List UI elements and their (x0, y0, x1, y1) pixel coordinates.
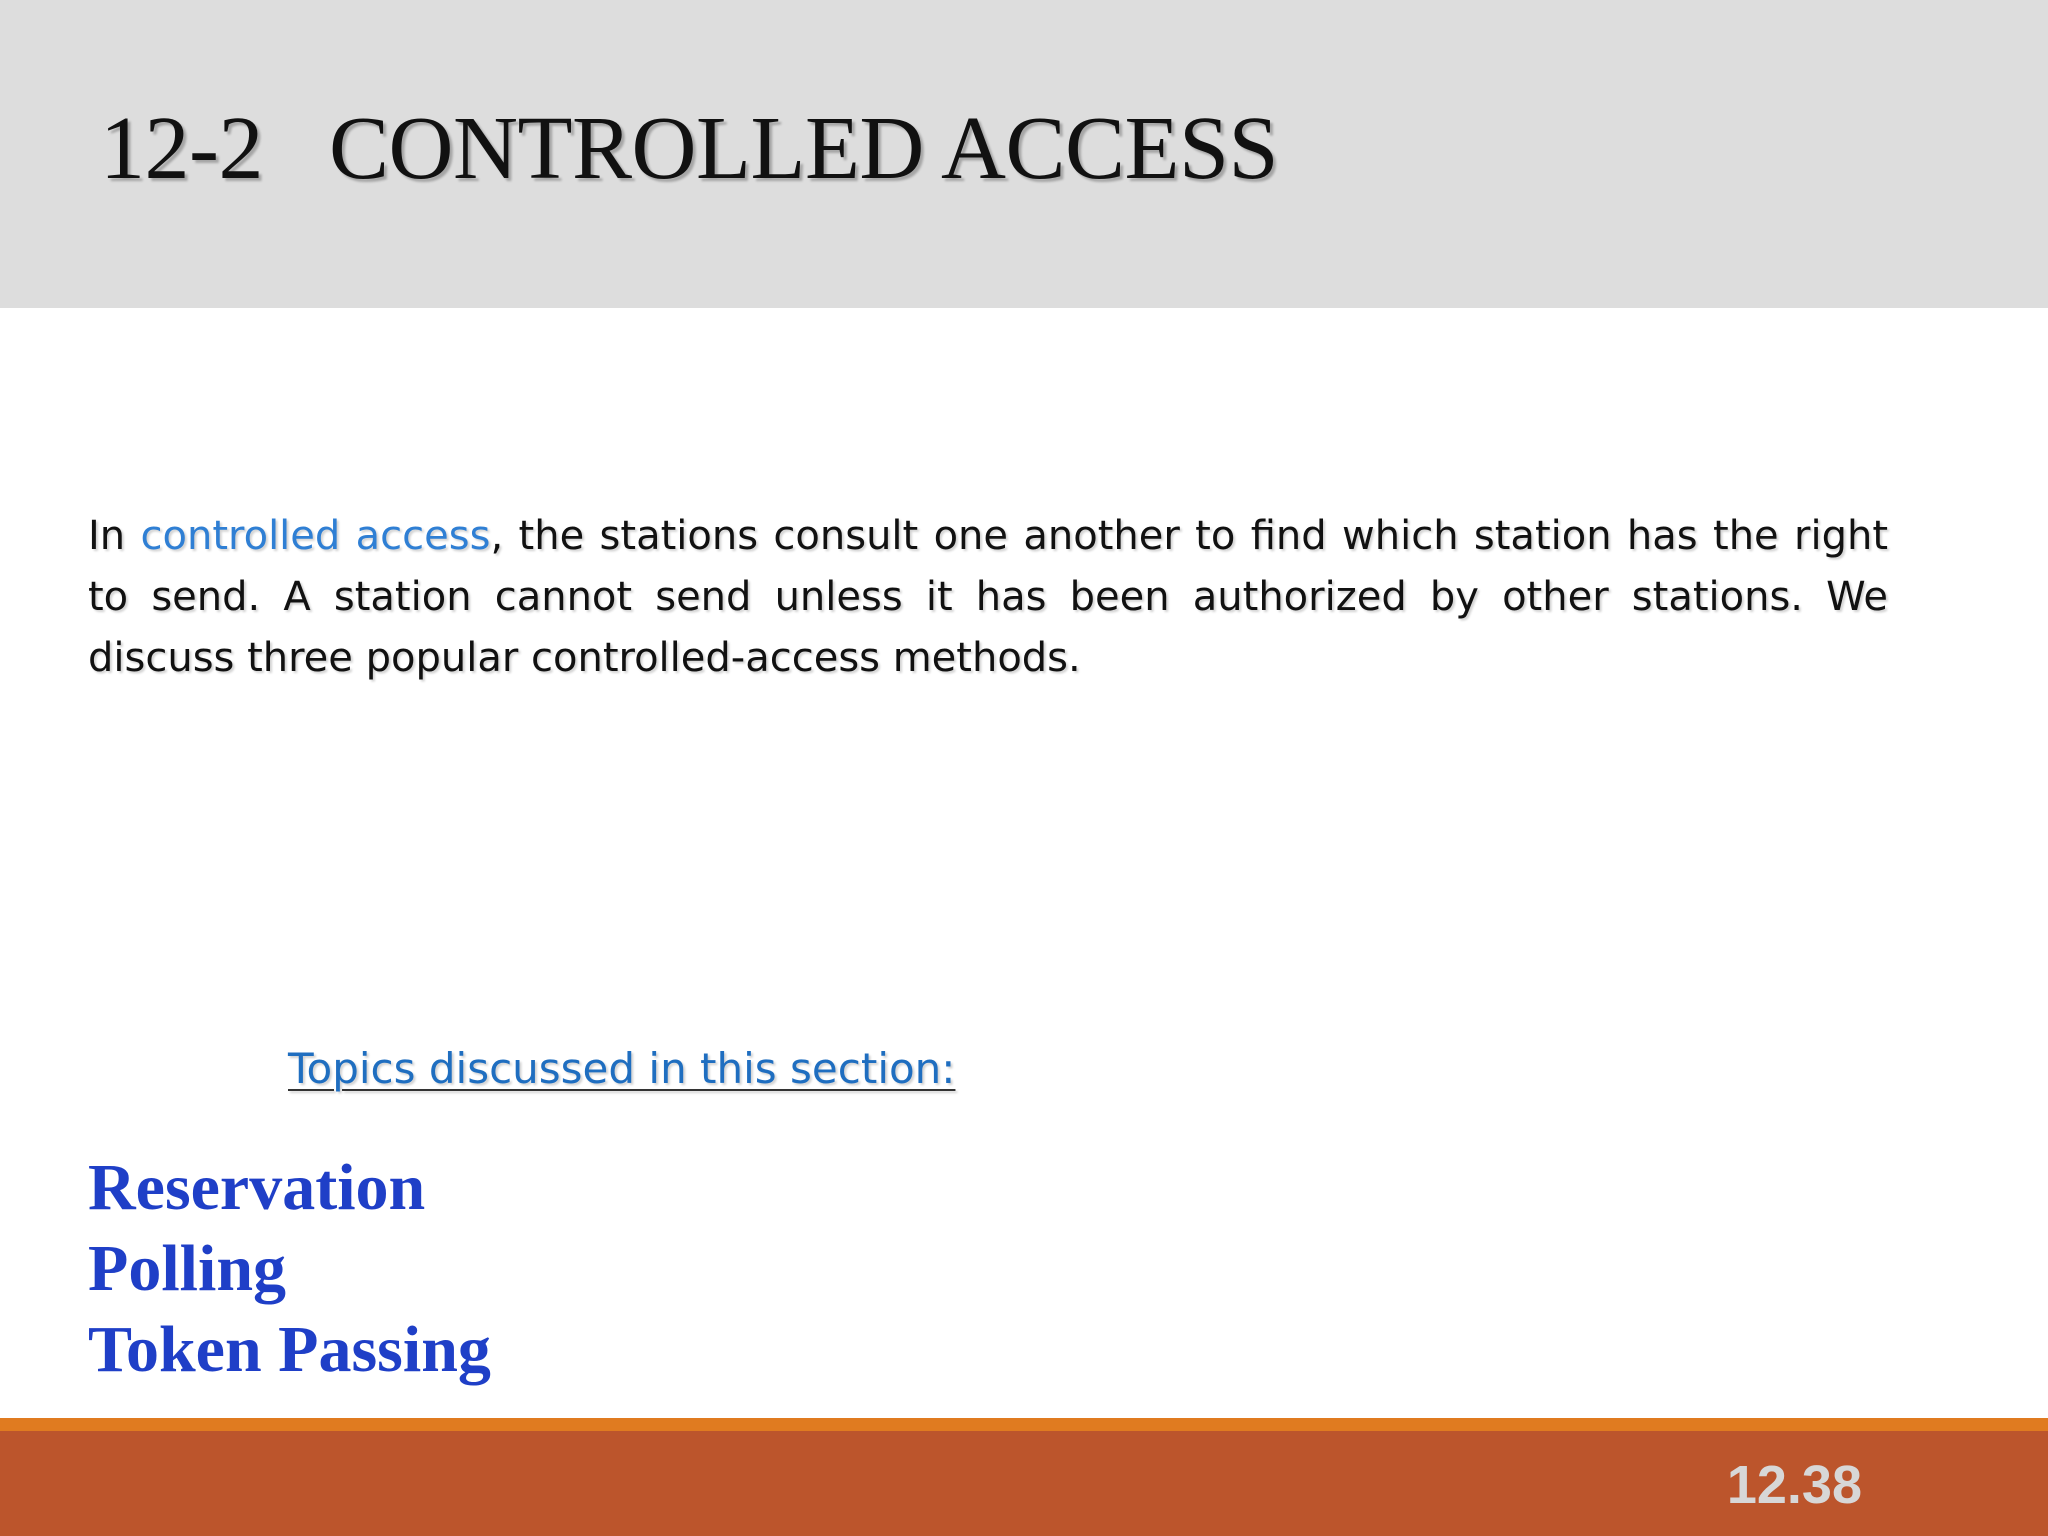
topic-reservation: Reservation (88, 1151, 426, 1224)
controlled-access-term: controlled access (140, 513, 491, 559)
page-number: 12.38 (1726, 1455, 1862, 1515)
topic-polling: Polling (88, 1232, 287, 1305)
intro-before-term: In (88, 513, 141, 559)
topic-token-passing: Token Passing (88, 1313, 491, 1386)
topics-heading: Topics discussed in this section: (288, 1044, 956, 1093)
slide-title: 12-2 CONTROLLED ACCESS (100, 99, 1279, 198)
topics-list (88, 1147, 491, 1390)
intro-after-term: , the stations consult one another to find which station has the right to send. A station cannot send unless it has been authorized by other stations. We discuss three popular controlled-access methods. (88, 513, 1889, 681)
footer-stripe (0, 1418, 2048, 1431)
intro-paragraph (88, 506, 1888, 689)
